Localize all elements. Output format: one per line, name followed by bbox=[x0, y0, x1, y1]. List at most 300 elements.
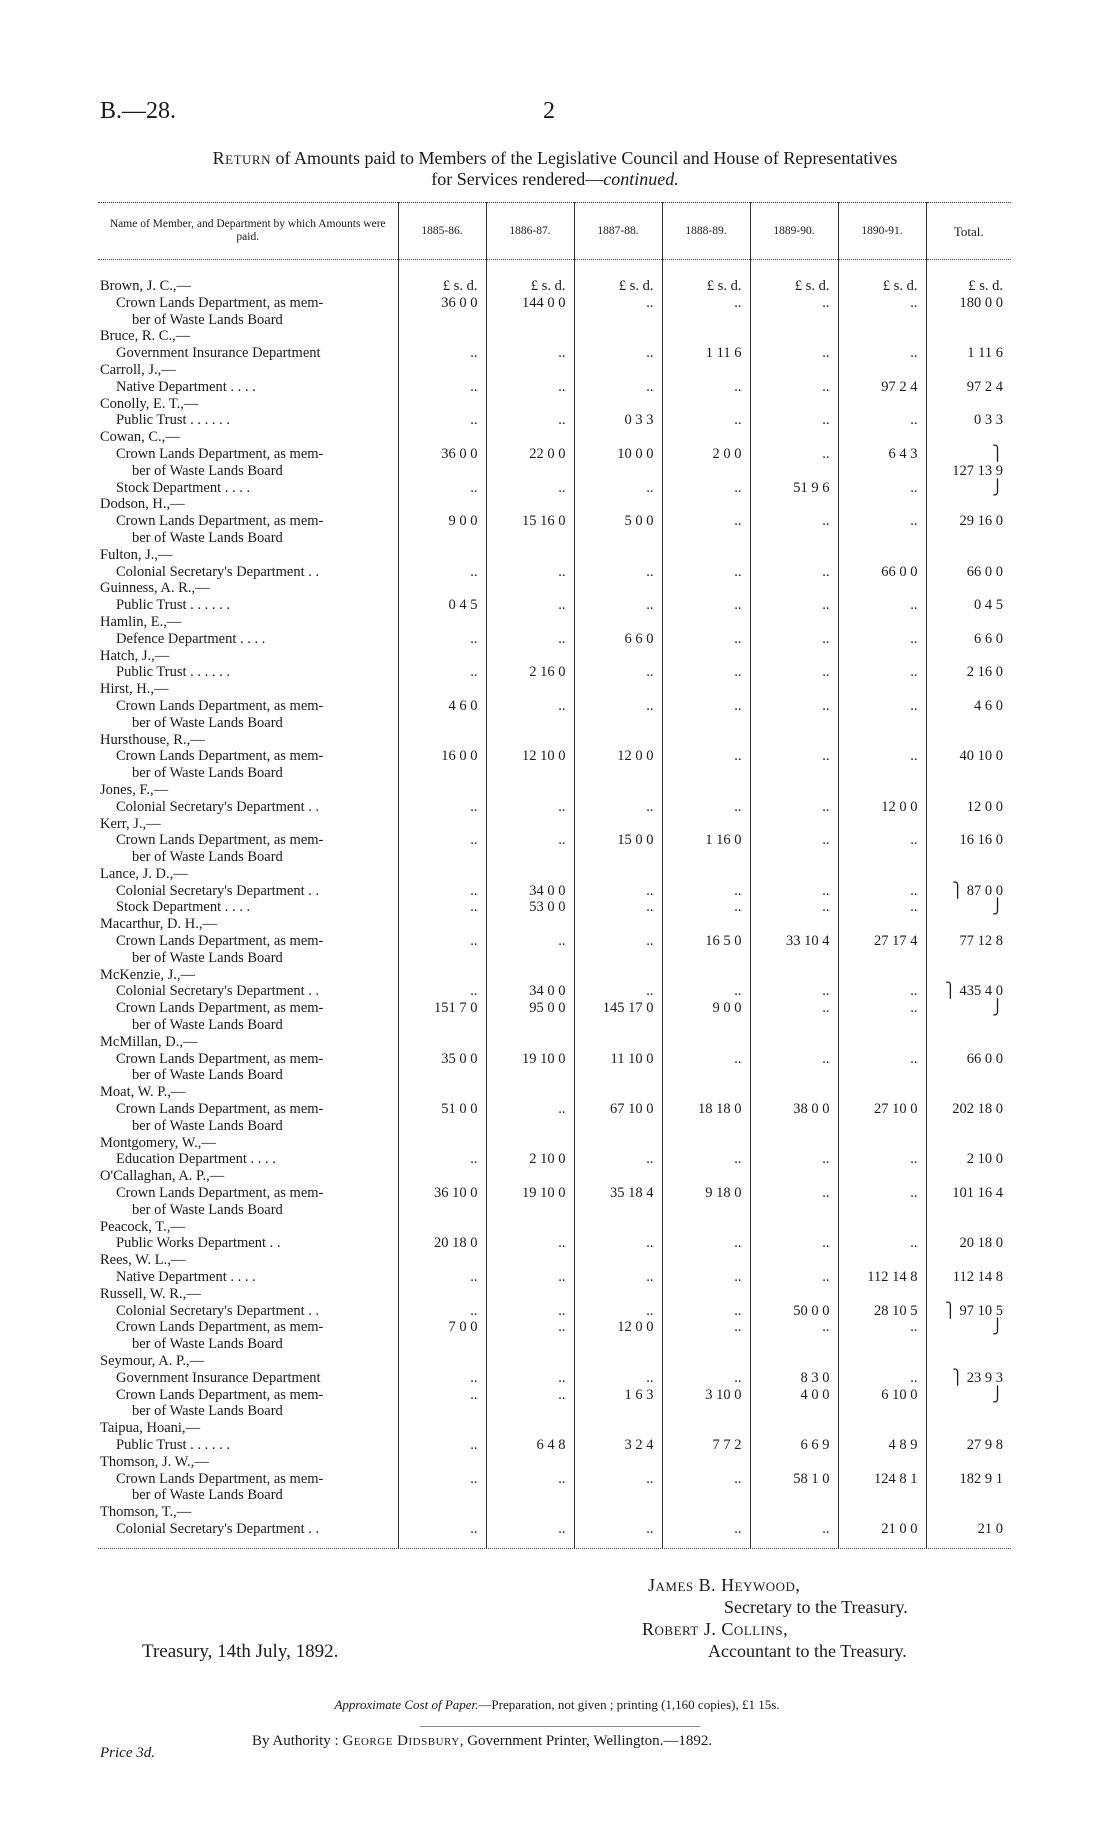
year-amount bbox=[839, 1454, 926, 1471]
member-name: Bruce, R. C.,— bbox=[100, 328, 191, 345]
year-amount: .. bbox=[470, 983, 478, 1000]
year-amount: .. bbox=[822, 748, 830, 765]
total-amount: 12 0 0 bbox=[966, 798, 1003, 815]
year-amount bbox=[751, 1336, 838, 1353]
total-amount: ⎫ 23 9 3 bbox=[952, 1369, 1003, 1386]
year-amount: 38 0 0 bbox=[793, 1101, 830, 1118]
department-name: ber of Waste Lands Board bbox=[132, 1336, 283, 1353]
year-amount: .. bbox=[822, 513, 830, 530]
header-year-1885: 1885-86. bbox=[398, 203, 486, 260]
year-amount: 7 7 2 bbox=[712, 1436, 742, 1453]
year-amount: .. bbox=[470, 798, 478, 815]
year-amount: 35 0 0 bbox=[441, 1050, 478, 1067]
total-amount: 20 18 0 bbox=[959, 1235, 1003, 1252]
year-amount bbox=[399, 396, 486, 413]
year-amount bbox=[751, 463, 838, 480]
total-amount: 77 12 8 bbox=[959, 933, 1003, 950]
year-amount bbox=[487, 362, 574, 379]
department-name: ber of Waste Lands Board bbox=[132, 1487, 283, 1504]
department-row bbox=[98, 664, 1011, 681]
header-year-1890: 1890-91. bbox=[838, 203, 926, 260]
department-name: ber of Waste Lands Board bbox=[132, 949, 283, 966]
member-name: Hirst, H.,— bbox=[100, 681, 169, 698]
year-amount bbox=[751, 1017, 838, 1034]
year-amount bbox=[399, 429, 486, 446]
member-row bbox=[98, 732, 1011, 749]
year-amount bbox=[487, 1017, 574, 1034]
year-amount: .. bbox=[470, 1369, 478, 1386]
year-amount bbox=[399, 1135, 486, 1152]
year-amount: .. bbox=[822, 1050, 830, 1067]
department-row bbox=[98, 513, 1011, 530]
total-amount: 112 14 8 bbox=[952, 1269, 1003, 1286]
year-amount bbox=[575, 1168, 662, 1185]
year-amount bbox=[399, 312, 486, 329]
year-amount bbox=[575, 681, 662, 698]
total-amount bbox=[927, 1202, 1012, 1219]
year-amount bbox=[751, 765, 838, 782]
year-amount: 20 18 0 bbox=[434, 1235, 478, 1252]
member-name: Lance, J. D.,— bbox=[100, 865, 188, 882]
year-amount bbox=[751, 1504, 838, 1521]
year-amount: .. bbox=[558, 345, 566, 362]
year-amount bbox=[839, 1034, 926, 1051]
year-amount bbox=[839, 732, 926, 749]
year-amount bbox=[575, 1067, 662, 1084]
year-amount bbox=[839, 614, 926, 631]
year-amount: .. bbox=[734, 798, 742, 815]
year-amount bbox=[663, 312, 750, 329]
continuation-row bbox=[98, 715, 1011, 732]
member-name: Thomson, T.,— bbox=[100, 1504, 192, 1521]
year-amount: 4 0 0 bbox=[800, 1386, 830, 1403]
header-name-column: Name of Member, and Department by which Amounts were paid. bbox=[98, 203, 398, 260]
year-amount: .. bbox=[470, 882, 478, 899]
year-amount: .. bbox=[470, 1269, 478, 1286]
department-row bbox=[98, 1101, 1011, 1118]
year-amount: .. bbox=[558, 697, 566, 714]
year-amount bbox=[751, 1353, 838, 1370]
year-amount bbox=[839, 849, 926, 866]
member-name: McMillan, D.,— bbox=[100, 1033, 198, 1050]
year-amount: .. bbox=[822, 1000, 830, 1017]
year-amount bbox=[399, 816, 486, 833]
department-row bbox=[98, 1303, 1011, 1320]
total-amount: 0 4 5 bbox=[974, 597, 1003, 614]
year-amount bbox=[399, 1336, 486, 1353]
year-amount bbox=[575, 1034, 662, 1051]
year-amount: .. bbox=[910, 664, 918, 681]
department-row bbox=[98, 1051, 1011, 1068]
year-amount: 27 17 4 bbox=[874, 933, 918, 950]
year-amount bbox=[839, 1084, 926, 1101]
year-amount bbox=[663, 362, 750, 379]
year-amount: 12 0 0 bbox=[881, 798, 918, 815]
continuation-row bbox=[98, 1067, 1011, 1084]
year-amount: 151 7 0 bbox=[434, 1000, 478, 1017]
member-name: Rees, W. L.,— bbox=[100, 1252, 186, 1269]
year-amount: .. bbox=[822, 1319, 830, 1336]
year-amount: .. bbox=[734, 378, 742, 395]
department-name: Colonial Secretary's Department . . bbox=[116, 563, 320, 580]
year-amount: .. bbox=[734, 1470, 742, 1487]
year-amount bbox=[663, 1084, 750, 1101]
year-amount: .. bbox=[646, 983, 654, 1000]
total-amount: 66 0 0 bbox=[966, 1050, 1003, 1067]
year-amount bbox=[487, 547, 574, 564]
year-amount: 15 16 0 bbox=[522, 513, 566, 530]
department-name: Crown Lands Department, as mem- bbox=[116, 1000, 324, 1017]
year-amount bbox=[663, 782, 750, 799]
member-name: Guinness, A. R.,— bbox=[100, 580, 210, 597]
year-amount bbox=[487, 1420, 574, 1437]
year-amount: .. bbox=[470, 832, 478, 849]
department-row bbox=[98, 446, 1011, 463]
total-amount bbox=[927, 547, 1012, 564]
year-amount bbox=[839, 312, 926, 329]
year-amount bbox=[839, 1286, 926, 1303]
year-amount bbox=[575, 1219, 662, 1236]
department-name: Public Trust . . . . . . bbox=[116, 412, 231, 429]
year-amount: 0 4 5 bbox=[448, 597, 478, 614]
year-amount: 27 10 0 bbox=[874, 1101, 918, 1118]
member-row bbox=[98, 1034, 1011, 1051]
cost-text: —Preparation, not given ; printing (1,160 copies), £1 15s. bbox=[478, 1697, 780, 1712]
department-name: Government Insurance Department bbox=[116, 1369, 321, 1386]
total-amount: 180 0 0 bbox=[959, 294, 1003, 311]
year-amount: .. bbox=[910, 1000, 918, 1017]
year-amount bbox=[839, 328, 926, 345]
header-year-1888: 1888-89. bbox=[662, 203, 750, 260]
department-name: Stock Department . . . . bbox=[116, 479, 251, 496]
year-amount bbox=[487, 916, 574, 933]
year-amount: .. bbox=[646, 563, 654, 580]
year-amount: .. bbox=[646, 882, 654, 899]
year-amount: .. bbox=[558, 597, 566, 614]
year-amount: .. bbox=[822, 378, 830, 395]
year-amount: 21 0 0 bbox=[881, 1520, 918, 1537]
department-name: Colonial Secretary's Department . . bbox=[116, 983, 320, 1000]
year-amount bbox=[487, 312, 574, 329]
year-amount bbox=[487, 950, 574, 967]
year-amount bbox=[839, 496, 926, 513]
total-amount bbox=[927, 1034, 1012, 1051]
year-amount bbox=[575, 782, 662, 799]
department-name: Crown Lands Department, as mem- bbox=[116, 748, 324, 765]
department-name: ber of Waste Lands Board bbox=[132, 1067, 283, 1084]
year-amount: .. bbox=[470, 664, 478, 681]
year-amount: .. bbox=[734, 630, 742, 647]
department-name: Colonial Secretary's Department . . bbox=[116, 1520, 320, 1537]
year-amount bbox=[487, 1504, 574, 1521]
year-amount: 19 10 0 bbox=[522, 1185, 566, 1202]
year-amount bbox=[575, 580, 662, 597]
year-amount bbox=[575, 1252, 662, 1269]
year-amount bbox=[575, 950, 662, 967]
year-amount: 19 10 0 bbox=[522, 1050, 566, 1067]
department-row bbox=[98, 933, 1011, 950]
year-amount bbox=[575, 547, 662, 564]
department-row bbox=[98, 412, 1011, 429]
department-row bbox=[98, 698, 1011, 715]
year-amount: 2 0 0 bbox=[712, 445, 742, 462]
year-amount: .. bbox=[822, 882, 830, 899]
year-amount bbox=[487, 1403, 574, 1420]
year-amount bbox=[487, 1454, 574, 1471]
year-amount: 6 4 8 bbox=[536, 1436, 566, 1453]
department-row bbox=[98, 1151, 1011, 1168]
year-amount bbox=[575, 312, 662, 329]
year-amount: 28 10 5 bbox=[874, 1302, 918, 1319]
total-amount bbox=[927, 614, 1012, 631]
year-amount bbox=[399, 547, 486, 564]
year-amount: .. bbox=[734, 1050, 742, 1067]
year-amount bbox=[751, 1420, 838, 1437]
member-name: Kerr, J.,— bbox=[100, 815, 161, 832]
year-amount: .. bbox=[822, 445, 830, 462]
year-amount: .. bbox=[558, 1235, 566, 1252]
member-row bbox=[98, 782, 1011, 799]
header-total: Total. bbox=[926, 203, 1011, 260]
year-amount bbox=[575, 362, 662, 379]
year-amount bbox=[839, 715, 926, 732]
year-amount bbox=[839, 950, 926, 967]
year-amount bbox=[751, 1084, 838, 1101]
year-amount: .. bbox=[734, 412, 742, 429]
department-name: ber of Waste Lands Board bbox=[132, 1403, 283, 1420]
member-row bbox=[98, 580, 1011, 597]
year-amount: 6 6 0 bbox=[624, 630, 654, 647]
department-row bbox=[98, 480, 1011, 497]
year-amount: .. bbox=[558, 1101, 566, 1118]
department-row bbox=[98, 1319, 1011, 1336]
year-amount: .. bbox=[910, 597, 918, 614]
total-amount: £ s. d. bbox=[968, 278, 1003, 294]
year-amount bbox=[399, 328, 486, 345]
member-name: Jones, F.,— bbox=[100, 781, 169, 798]
year-amount: .. bbox=[470, 345, 478, 362]
year-amount: .. bbox=[558, 479, 566, 496]
year-amount bbox=[751, 614, 838, 631]
year-amount bbox=[663, 1067, 750, 1084]
year-amount: 8 3 0 bbox=[800, 1369, 830, 1386]
year-amount bbox=[839, 866, 926, 883]
signatory-name-2: Robert J. Collins, bbox=[642, 1619, 789, 1639]
department-name: Education Department . . . . bbox=[116, 1151, 276, 1168]
year-amount bbox=[399, 1168, 486, 1185]
year-amount: 36 0 0 bbox=[441, 445, 478, 462]
year-amount: .. bbox=[734, 597, 742, 614]
continuation-row bbox=[98, 1202, 1011, 1219]
year-amount bbox=[575, 614, 662, 631]
total-amount: 6 6 0 bbox=[974, 630, 1003, 647]
year-amount bbox=[487, 1067, 574, 1084]
year-amount: 12 0 0 bbox=[617, 1319, 654, 1336]
year-amount bbox=[575, 849, 662, 866]
year-amount bbox=[487, 614, 574, 631]
department-name: ber of Waste Lands Board bbox=[132, 1201, 283, 1218]
document-code: B.—28. bbox=[100, 98, 177, 124]
year-amount bbox=[487, 429, 574, 446]
member-name: Taipua, Hoani,— bbox=[100, 1420, 201, 1437]
year-amount bbox=[399, 765, 486, 782]
department-name: Crown Lands Department, as mem- bbox=[116, 294, 324, 311]
year-amount: .. bbox=[470, 412, 478, 429]
year-amount bbox=[575, 916, 662, 933]
department-name: Defence Department . . . . bbox=[116, 630, 266, 647]
table-header-row bbox=[98, 203, 1011, 260]
department-name: Colonial Secretary's Department . . bbox=[116, 1302, 320, 1319]
year-amount bbox=[663, 816, 750, 833]
year-amount bbox=[839, 782, 926, 799]
year-amount: .. bbox=[910, 1050, 918, 1067]
member-row bbox=[98, 1504, 1011, 1521]
year-amount bbox=[839, 530, 926, 547]
year-amount bbox=[663, 1286, 750, 1303]
member-row bbox=[98, 1454, 1011, 1471]
year-amount bbox=[487, 866, 574, 883]
year-amount bbox=[839, 1353, 926, 1370]
year-amount: .. bbox=[734, 513, 742, 530]
year-amount: .. bbox=[734, 899, 742, 916]
printer-name: George Didsbury bbox=[342, 1733, 460, 1749]
department-row bbox=[98, 295, 1011, 312]
member-name: Hamlin, E.,— bbox=[100, 613, 182, 630]
year-amount bbox=[839, 580, 926, 597]
year-amount: .. bbox=[646, 1470, 654, 1487]
total-amount: 2 16 0 bbox=[966, 664, 1003, 681]
year-amount: .. bbox=[910, 1235, 918, 1252]
year-amount bbox=[751, 580, 838, 597]
year-amount bbox=[839, 681, 926, 698]
year-amount bbox=[399, 1067, 486, 1084]
total-amount: 202 18 0 bbox=[952, 1101, 1003, 1118]
year-amount bbox=[839, 1487, 926, 1504]
department-row bbox=[98, 564, 1011, 581]
year-amount bbox=[751, 328, 838, 345]
year-amount bbox=[487, 530, 574, 547]
continuation-row bbox=[98, 312, 1011, 329]
member-row bbox=[98, 816, 1011, 833]
year-amount: 0 3 3 bbox=[624, 412, 654, 429]
total-amount bbox=[927, 429, 1012, 446]
member-name: Thomson, J. W.,— bbox=[100, 1453, 209, 1470]
year-amount bbox=[575, 765, 662, 782]
year-amount: 58 1 0 bbox=[793, 1470, 830, 1487]
year-amount bbox=[487, 849, 574, 866]
year-amount: 35 18 4 bbox=[610, 1185, 654, 1202]
year-amount: .. bbox=[646, 1269, 654, 1286]
member-row bbox=[98, 496, 1011, 513]
year-amount: .. bbox=[734, 983, 742, 1000]
year-amount: 12 0 0 bbox=[617, 748, 654, 765]
year-amount: 10 0 0 bbox=[617, 445, 654, 462]
total-amount: 127 13 9 bbox=[952, 462, 1003, 479]
year-amount bbox=[839, 1135, 926, 1152]
year-amount bbox=[663, 1353, 750, 1370]
year-amount bbox=[663, 1403, 750, 1420]
department-name: Crown Lands Department, as mem- bbox=[116, 513, 324, 530]
total-amount: ⎫ 87 0 0 bbox=[952, 882, 1003, 899]
year-amount: 3 10 0 bbox=[705, 1386, 742, 1403]
department-name: Public Works Department . . bbox=[116, 1235, 281, 1252]
year-amount bbox=[487, 1168, 574, 1185]
year-amount: £ s. d. bbox=[530, 278, 566, 294]
year-amount: £ s. d. bbox=[882, 278, 918, 294]
total-amount: ⎭ bbox=[992, 1000, 1003, 1017]
year-amount bbox=[399, 967, 486, 984]
year-amount bbox=[399, 1420, 486, 1437]
table-spacer bbox=[98, 260, 1011, 279]
year-amount: .. bbox=[646, 345, 654, 362]
year-amount: .. bbox=[558, 1369, 566, 1386]
year-amount bbox=[839, 765, 926, 782]
year-amount bbox=[575, 1420, 662, 1437]
year-amount bbox=[751, 547, 838, 564]
year-amount: .. bbox=[822, 630, 830, 647]
year-amount bbox=[575, 328, 662, 345]
year-amount bbox=[575, 1017, 662, 1034]
year-amount: £ s. d. bbox=[794, 278, 830, 294]
total-amount bbox=[927, 328, 1012, 345]
year-amount bbox=[399, 463, 486, 480]
member-name: Hursthouse, R.,— bbox=[100, 731, 205, 748]
year-amount bbox=[487, 1219, 574, 1236]
member-name: Conolly, E. T.,— bbox=[100, 395, 199, 412]
year-amount bbox=[399, 1034, 486, 1051]
year-amount: 6 10 0 bbox=[881, 1386, 918, 1403]
department-name: Crown Lands Department, as mem- bbox=[116, 933, 324, 950]
year-amount: .. bbox=[646, 1369, 654, 1386]
year-amount bbox=[399, 362, 486, 379]
year-amount bbox=[839, 648, 926, 665]
year-amount: .. bbox=[822, 563, 830, 580]
year-amount bbox=[663, 1420, 750, 1437]
year-amount: .. bbox=[558, 378, 566, 395]
year-amount: 9 0 0 bbox=[712, 1000, 742, 1017]
year-amount: .. bbox=[910, 983, 918, 1000]
total-amount bbox=[927, 362, 1012, 379]
year-amount bbox=[399, 1454, 486, 1471]
year-amount bbox=[839, 1067, 926, 1084]
year-amount bbox=[839, 1252, 926, 1269]
year-amount: .. bbox=[470, 563, 478, 580]
title-continued: continued. bbox=[603, 169, 679, 189]
year-amount bbox=[575, 967, 662, 984]
year-amount: 67 10 0 bbox=[610, 1101, 654, 1118]
member-row bbox=[98, 1135, 1011, 1152]
total-amount bbox=[927, 496, 1012, 513]
total-amount: 97 2 4 bbox=[966, 378, 1003, 395]
year-amount: 2 16 0 bbox=[529, 664, 566, 681]
title-lead: Return bbox=[212, 148, 271, 168]
member-name: Hatch, J.,— bbox=[100, 647, 170, 664]
year-amount bbox=[663, 1336, 750, 1353]
year-amount bbox=[839, 1504, 926, 1521]
year-amount: 9 18 0 bbox=[705, 1185, 742, 1202]
year-amount: .. bbox=[646, 1151, 654, 1168]
year-amount bbox=[399, 715, 486, 732]
header-year-1887: 1887-88. bbox=[574, 203, 662, 260]
cost-of-paper bbox=[0, 1697, 1114, 1713]
year-amount: 9 0 0 bbox=[448, 513, 478, 530]
year-amount bbox=[663, 1219, 750, 1236]
year-amount: .. bbox=[646, 479, 654, 496]
department-name: ber of Waste Lands Board bbox=[132, 765, 283, 782]
year-amount bbox=[399, 732, 486, 749]
total-amount: ⎫ 435 4 0 bbox=[945, 983, 1003, 1000]
total-amount: ⎭ bbox=[992, 479, 1003, 496]
